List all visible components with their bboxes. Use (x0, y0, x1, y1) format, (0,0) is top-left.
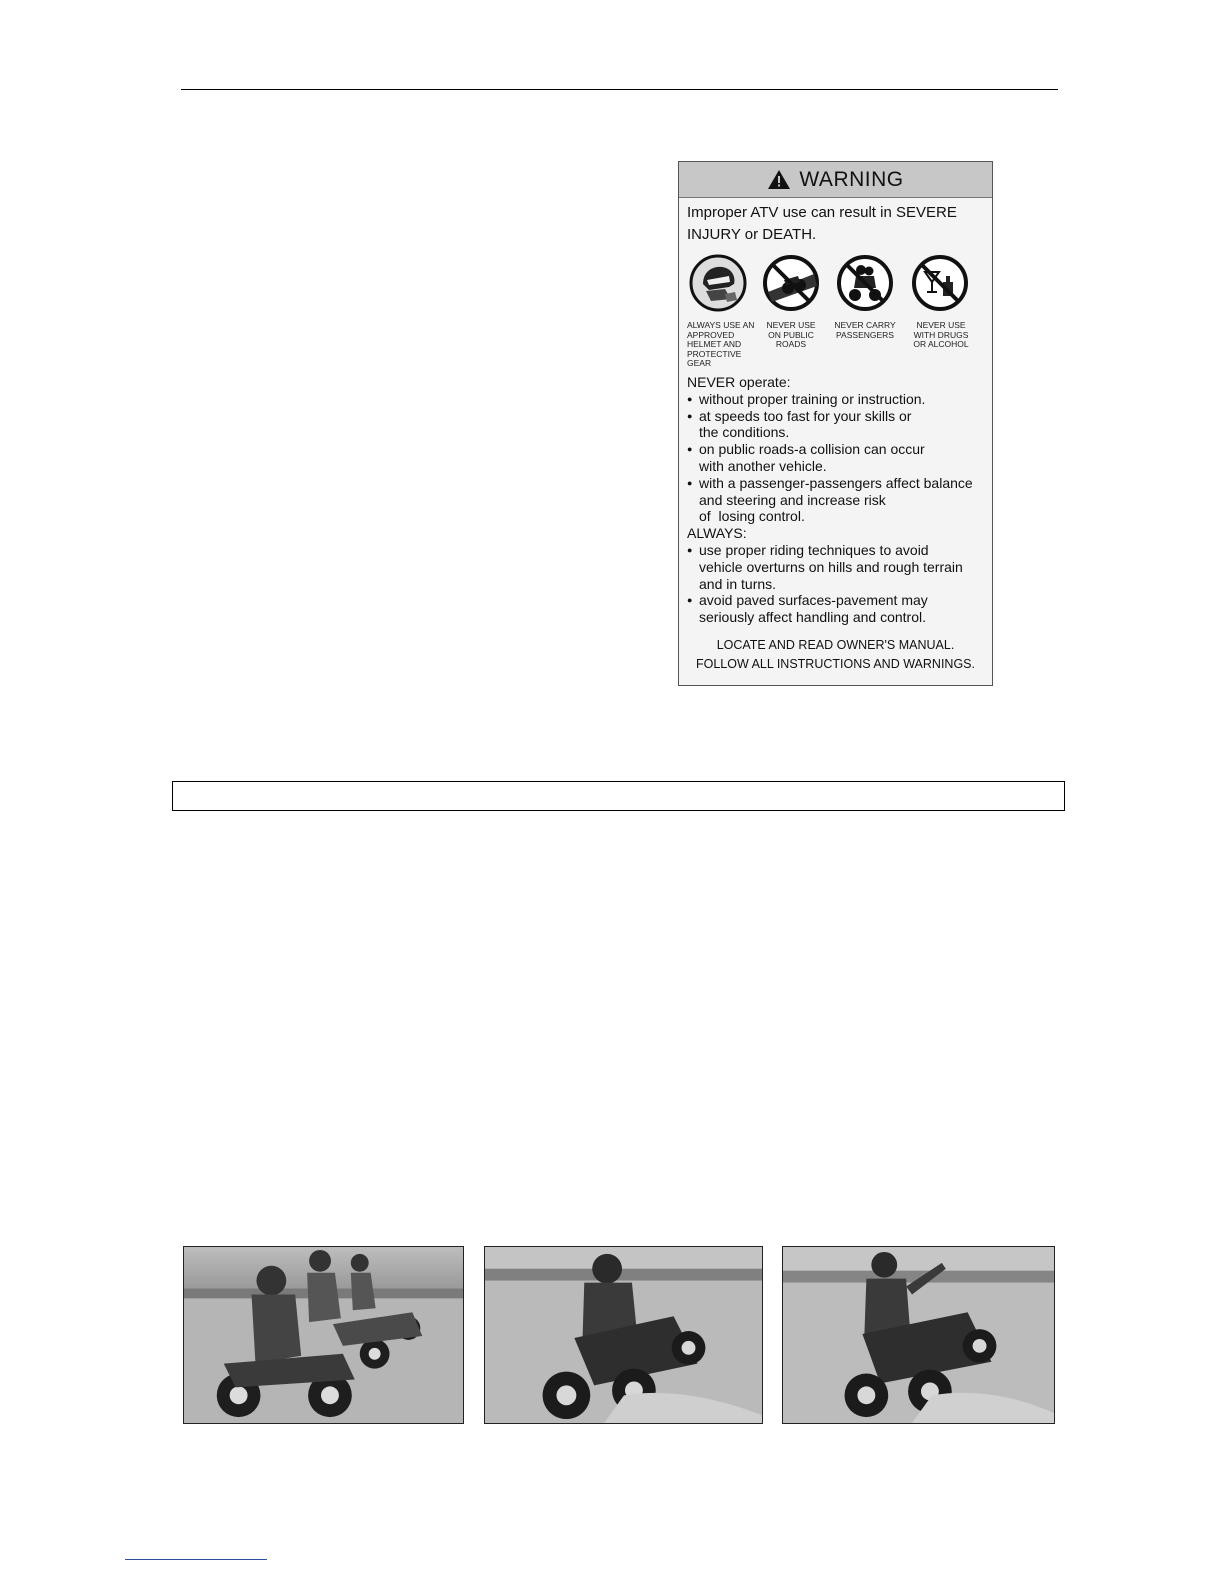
no-public-roads-icon (762, 254, 820, 312)
warning-label (678, 161, 993, 686)
no-passengers-icon (836, 254, 894, 312)
photo-rider-sand-left (484, 1246, 763, 1424)
warning-intro: Improper ATV use can result in SEVERE INJURY or DEATH. (687, 204, 957, 243)
warning-body (687, 374, 992, 626)
footer-link-underline (125, 1559, 267, 1560)
warning-header (679, 162, 992, 198)
never-item: ● on public roads-a collision can occur (687, 441, 992, 458)
always-item-cont: and in turns. (699, 575, 777, 592)
always-item: ● use proper riding techniques to avoid (687, 542, 992, 559)
never-item: ● with a passenger-passengers affect balance (687, 475, 992, 492)
never-item: ● without proper training or instruction. (687, 391, 992, 408)
warning-footer (679, 636, 992, 674)
warning-footer-line2: FOLLOW ALL INSTRUCTIONS AND WARNINGS. (696, 657, 975, 671)
no-public-roads-caption: NEVER USE ON PUBLIC ROADS (766, 320, 816, 349)
photo-three-riders (183, 1246, 464, 1424)
always-item-cont: seriously affect handling and control. (699, 609, 926, 626)
no-passengers-caption: NEVER CARRY PASSENGERS (834, 320, 896, 340)
never-item-cont: of losing control. (699, 508, 805, 525)
no-drugs-alcohol-caption: NEVER USE WITH DRUGS OR ALCOHOL (913, 320, 969, 349)
photo-rider-sand-right (782, 1246, 1055, 1424)
never-item-cont: with another vehicle. (699, 457, 827, 474)
never-item-cont: the conditions. (699, 424, 790, 441)
never-item: ● at speeds too fast for your skills or (687, 408, 992, 425)
warning-title: WARNING (799, 167, 904, 191)
never-item-cont: and steering and increase risk (699, 491, 886, 508)
never-heading: NEVER operate: (687, 374, 791, 390)
warning-icons (685, 254, 990, 368)
no-drugs-alcohol-icon (911, 254, 969, 312)
empty-heading-box (172, 781, 1065, 811)
always-item: ● avoid paved surfaces-pavement may (687, 592, 992, 609)
header-rule (181, 89, 1058, 90)
helmet-caption: ALWAYS USE AN APPROVED HELMET AND PROTECTIVE GEAR (687, 320, 755, 368)
always-item-cont: vehicle overturns on hills and rough terrain (699, 558, 963, 575)
warning-footer-line1: LOCATE AND READ OWNER'S MANUAL. (716, 638, 955, 652)
warning-triangle-icon (767, 169, 791, 190)
helmet-icon (689, 254, 747, 312)
always-heading: ALWAYS: (687, 525, 747, 542)
